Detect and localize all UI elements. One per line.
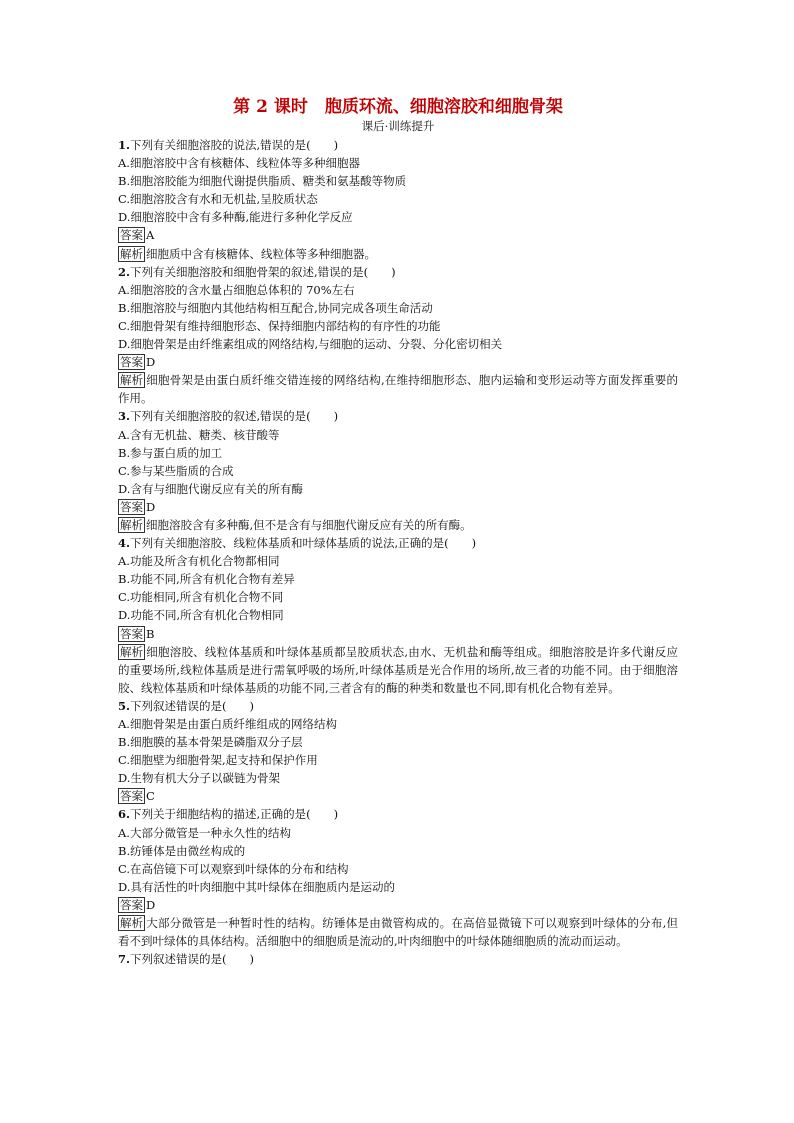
answer-value: D: [146, 499, 156, 514]
answer-option: D.含有与细胞代谢反应有关的所有酶: [118, 481, 303, 496]
answer-option: A.细胞溶胶中含有核糖体、线粒体等多种细胞器: [118, 156, 360, 171]
answer-tag: 答案: [120, 228, 143, 243]
answer-option: C.功能相同,所含有机化合物不同: [118, 590, 284, 605]
question-number: 2.: [118, 264, 131, 279]
answer-line: [118, 498, 678, 516]
answer-option: B.细胞膜的基本骨架是磷脂双分子层: [118, 735, 303, 750]
answer-option: D.细胞溶胶中含有多种酶,能进行多种化学反应: [118, 210, 353, 225]
question-text: 下列关于细胞结构的描述,正确的是( ): [130, 807, 339, 822]
analysis-tag: 解析: [120, 373, 143, 388]
question-stem: [118, 805, 678, 823]
answer-option: A.细胞骨架是由蛋白质纤维组成的网络结构: [118, 717, 337, 731]
analysis-tag: 解析: [120, 246, 143, 261]
answer-value: B: [146, 626, 155, 641]
page-title: 第 2 课时 胞质环流、细胞溶胶和细胞骨架: [233, 97, 563, 117]
question-stem: [118, 407, 678, 425]
answer-tag: 答案: [120, 355, 143, 370]
answer-line: [118, 353, 678, 371]
question-stem: [118, 136, 678, 154]
question-number: 7.: [118, 952, 131, 967]
question-number: 6.: [118, 807, 131, 822]
answer-option: B.纺锤体是由微丝构成的: [118, 843, 246, 858]
analysis-line: [118, 245, 678, 263]
answer-tag: 答案: [120, 897, 143, 912]
answer-option: A.大部分微管是一种永久性的结构: [118, 825, 291, 840]
answer-option: A.细胞溶胶的含水量占细胞总体积的 70%左右: [118, 282, 355, 297]
analysis-text: 细胞骨架是由蛋白质纤维交错连接的网络结构,在维持细胞形态、胞内运输和变形运动等方面发挥重要的作用。: [118, 373, 678, 406]
answer-line: [118, 625, 678, 643]
answer-option: C.在高倍镜下可以观察到叶绿体的分布和结构: [118, 861, 349, 876]
answer-tag: 答案: [120, 789, 143, 804]
question-number: 5.: [118, 698, 131, 713]
question-stem: [118, 534, 678, 552]
answer-option: D.具有活性的叶肉细胞中其叶绿体在细胞质内是运动的: [118, 879, 395, 894]
worksheet-page: [118, 96, 678, 968]
question-stem: [118, 950, 678, 968]
answer-value: D: [146, 355, 156, 370]
answer-option: D.功能不同,所含有机化合物相同: [118, 608, 284, 623]
analysis-text: 细胞质中含有核糖体、线粒体等多种细胞器。: [146, 246, 376, 261]
question-block: [118, 407, 678, 534]
answer-tag: 答案: [120, 626, 143, 641]
analysis-tag: 解析: [120, 916, 143, 931]
question-stem: [118, 697, 678, 715]
analysis-line: [118, 516, 678, 534]
answer-option: C.细胞壁为细胞骨架,起支持和保护作用: [118, 753, 318, 768]
answer-line: [118, 896, 678, 914]
analysis-line: [118, 371, 678, 407]
question-number: 4.: [118, 536, 131, 551]
answer-value: D: [146, 897, 156, 912]
question-block: [118, 263, 678, 408]
answer-option: B.细胞溶胶与细胞内其他结构相互配合,协同完成各项生命活动: [118, 300, 433, 315]
question-block: [118, 534, 678, 697]
answer-option: A.功能及所含有机化合物都相同: [118, 554, 280, 569]
answer-option: D.细胞骨架是由纤维素组成的网络结构,与细胞的运动、分裂、分化密切相关: [118, 337, 503, 352]
analysis-line: [118, 643, 678, 697]
question-text: 下列叙述错误的是( ): [130, 698, 254, 713]
question-text: 下列有关细胞溶胶的说法,错误的是( ): [130, 138, 339, 152]
question-block: [118, 136, 678, 263]
answer-option: D.生物有机大分子以碳链为骨架: [118, 771, 280, 786]
answer-option: B.功能不同,所含有机化合物有差异: [118, 572, 295, 587]
analysis-text: 大部分微管是一种暂时性的结构。纺锤体是由微管构成的。在高倍显微镜下可以观察到叶绿体的分布,但看不到叶绿体的具体结构。活细胞中的细胞质是流动的,叶肉细胞中的叶绿体随细胞质的流动而运动。: [118, 916, 678, 949]
page-subtitle: 课后·训练提升: [361, 119, 435, 133]
analysis-tag: 解析: [120, 644, 143, 659]
question-text: 下列有关细胞溶胶和细胞骨架的叙述,错误的是( ): [130, 264, 396, 279]
question-stem: [118, 263, 678, 281]
answer-option: A.含有无机盐、糖类、核苷酸等: [118, 427, 280, 442]
question-block: [118, 697, 678, 806]
question-text: 下列有关细胞溶胶、线粒体基质和叶绿体基质的说法,正确的是( ): [130, 536, 477, 551]
answer-tag: 答案: [120, 499, 143, 514]
answer-option: C.细胞骨架有维持细胞形态、保持细胞内部结构的有序性的功能: [118, 318, 441, 333]
answer-value: C: [146, 789, 155, 804]
answer-value: A: [146, 228, 155, 243]
analysis-tag: 解析: [120, 517, 143, 532]
question-text: 下列有关细胞溶胶的叙述,错误的是( ): [130, 409, 339, 424]
question-block: [118, 950, 678, 968]
analysis-line: [118, 914, 678, 950]
question-number: 3.: [118, 409, 131, 424]
question-number: 1.: [118, 138, 131, 152]
answer-option: B.参与蛋白质的加工: [118, 445, 223, 460]
question-list: [118, 136, 678, 968]
answer-line: [118, 787, 678, 805]
answer-option: B.细胞溶胶能为细胞代谢提供脂质、糖类和氨基酸等物质: [118, 174, 407, 189]
answer-option: C.细胞溶胶含有水和无机盐,呈胶质状态: [118, 192, 318, 207]
answer-line: [118, 226, 678, 244]
question-text: 下列叙述错误的是( ): [130, 952, 254, 967]
analysis-text: 细胞溶胶含有多种酶,但不是含有与细胞代谢反应有关的所有酶。: [146, 517, 472, 532]
analysis-text: 细胞溶胶、线粒体基质和叶绿体基质都呈胶质状态,由水、无机盐和酶等组成。细胞溶胶是许多代谢反应的重要场所,线粒体基质是进行需氧呼吸的场所,叶绿体基质是光合作用的场所,故三者的功能不同。由于细胞溶胶、线粒体基质和叶绿体基质的功能不同,三者含有的酶的种类和数量也不同,即有机化合物有差异。: [118, 644, 678, 695]
question-block: [118, 805, 678, 950]
answer-option: C.参与某些脂质的合成: [118, 463, 234, 478]
